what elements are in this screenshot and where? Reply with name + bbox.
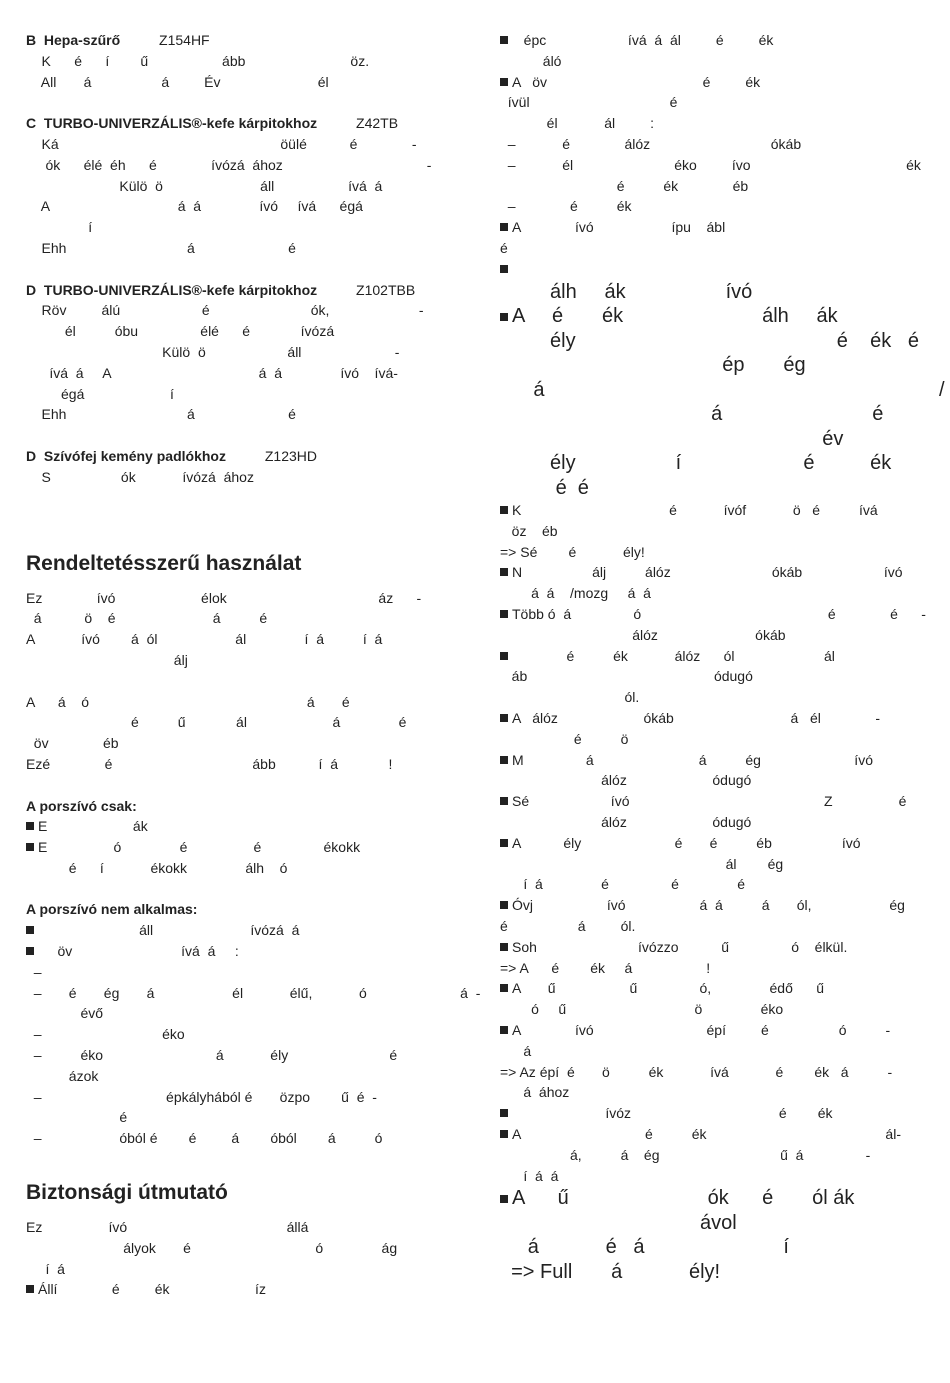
bullet-square-icon: [26, 947, 34, 955]
paragraph-line: é ű ál á é: [26, 714, 407, 731]
bullet-item: M á á ég ívó: [500, 750, 912, 771]
dash-item: – óból é é á óból á ó: [26, 1130, 383, 1147]
paragraph-line: á á /mozg á á: [500, 585, 651, 602]
dash-item: évő: [26, 1005, 104, 1022]
accessory-text: Külö ö áll -: [26, 343, 400, 360]
accessory-text: All á á Év él: [26, 73, 329, 90]
paragraph-line: Ezé é ább í á !: [26, 755, 393, 772]
accessory-name: Szívófej kemény padlókhoz: [36, 447, 226, 464]
bullet-square-icon: [500, 36, 508, 44]
paragraph-line: ívül é: [500, 94, 678, 111]
paragraph-line: ól.: [500, 689, 640, 706]
bullet-item: K é ívóf ö é ívá: [500, 500, 912, 521]
bullet-item: A ű ók é ól ák: [500, 1186, 912, 1211]
bullet-item: A öv é ék: [500, 72, 912, 93]
accessory-code: Z154HF: [120, 32, 210, 48]
bullet-item: A ély é é éb ívó: [500, 833, 912, 854]
paragraph-line: áb ódugó: [500, 668, 753, 685]
paragraph-line: álj: [26, 651, 188, 668]
bullet-item: A ívó épí é ó -: [500, 1020, 912, 1041]
dash-item: – éko á ély é: [26, 1047, 398, 1064]
spacer: [26, 671, 456, 692]
accessory-name: TURBO-UNIVERZÁLIS®-kefe kárpitokhoz: [36, 115, 318, 132]
bullet-square-icon: [500, 610, 508, 618]
paragraph-line: é: [500, 239, 508, 256]
warning-text: ávol: [500, 1211, 737, 1234]
paragraph-line: öv éb: [26, 735, 119, 752]
spacer: [26, 578, 456, 588]
dash-item: ázok: [26, 1067, 99, 1084]
warning-text: ély í é ék: [500, 452, 892, 475]
spacer: [26, 425, 456, 446]
subsection-title: A porszívó csak:: [26, 797, 137, 814]
accessory-letter: C: [26, 115, 37, 132]
spacer: [26, 1207, 456, 1217]
accessory-text: S ók ívózá ához: [26, 468, 254, 485]
paragraph-line: áló: [500, 52, 562, 69]
section-title: Biztonsági útmutató: [26, 1181, 228, 1205]
bullet-square-icon: [500, 506, 508, 514]
paragraph-line: é á ól.: [500, 918, 636, 934]
accessory-heading: [26, 113, 456, 134]
paragraph-line: A ívó á ól ál í á í á: [26, 631, 383, 648]
paragraph-line: álóz ódugó: [500, 814, 752, 831]
accessory-text: Külö ö áll ívá á: [26, 177, 383, 194]
paragraph-line: – é ék: [500, 198, 632, 215]
paragraph-line: => Az épí é ö ék ívá é ék á -: [500, 1063, 893, 1080]
spacer: [26, 488, 456, 550]
accessory-text: Ká öülé é -: [26, 135, 417, 152]
bullet-item: áll ívózá á: [26, 920, 456, 941]
bullet-item: A é ék álh ák: [500, 304, 912, 329]
paragraph-line: álóz ódugó: [500, 772, 752, 789]
spacer: [26, 775, 456, 796]
accessory-letter: D: [26, 281, 37, 298]
accessory-code: Z102TBB: [317, 281, 416, 298]
paragraph-line: á ö é á é: [26, 610, 268, 627]
paragraph-line: => Sé é ély!: [500, 543, 645, 560]
warning-text: => Full á ély!: [500, 1260, 721, 1283]
accessory-text: K é í ű ább öz.: [26, 52, 370, 69]
bullet-item: öv ívá á :: [26, 941, 456, 962]
bullet-square-icon: [26, 822, 34, 830]
accessory-heading: [26, 446, 456, 467]
bullet-square-icon: [500, 223, 508, 231]
bullet-square-icon: [500, 943, 508, 951]
accessory-heading: [26, 30, 456, 51]
bullet-square-icon: [500, 901, 508, 909]
bullet-item: Sé ívó Z é: [500, 791, 912, 812]
spacer: [26, 1149, 456, 1179]
accessory-letter: B: [26, 32, 37, 48]
paragraph-line: öz éb: [500, 522, 558, 539]
bullet-item: ívóz é ék: [500, 1103, 912, 1124]
paragraph-line: á ához: [500, 1084, 570, 1101]
bullet-item: Több ó á ó é é -: [500, 604, 912, 625]
paragraph-line: – él éko ívo ék: [500, 156, 921, 173]
accessory-text: ók élé éh é ívózá ához -: [26, 156, 432, 173]
paragraph-line: é í ékokk álh ó: [26, 859, 288, 876]
paragraph-line: ál ég: [500, 855, 784, 872]
bullet-item: N álj álóz ókáb ívó: [500, 562, 912, 583]
bullet-square-icon: [500, 714, 508, 722]
paragraph-line: é ék éb: [500, 177, 749, 194]
bullet-square-icon: [500, 265, 508, 273]
bullet-square-icon: [500, 797, 508, 805]
bullet-square-icon: [500, 1109, 508, 1117]
paragraph-line: A á ó á é: [26, 693, 350, 710]
dash-item: é: [26, 1109, 128, 1126]
dash-item: – éko: [26, 1026, 185, 1043]
bullet-item: A ű ű ó, édő ű: [500, 978, 912, 999]
left-column: [26, 30, 481, 1300]
warning-text: á é: [500, 403, 884, 426]
bullet-item: [500, 259, 912, 280]
accessory-text: í: [26, 219, 93, 236]
bullet-item: A é ék ál-: [500, 1124, 912, 1145]
paragraph-line: él ál :: [500, 115, 655, 132]
paragraph-line: Ez ívó állá: [26, 1219, 309, 1236]
accessory-name: Hepa-szűrő: [36, 32, 121, 48]
bullet-item: Állí é ék íz: [26, 1279, 456, 1300]
paragraph-line: í á á: [500, 1167, 559, 1184]
accessory-text: Ehh á é: [26, 406, 296, 423]
bullet-square-icon: [500, 313, 508, 321]
bullet-item: A álóz ókáb á él -: [500, 708, 912, 729]
paragraph-line: á, á ég ű á -: [500, 1146, 871, 1163]
accessory-name: TURBO-UNIVERZÁLIS®-kefe kárpitokhoz: [36, 281, 318, 298]
right-column: [500, 30, 945, 1284]
bullet-item: E ák: [26, 816, 456, 837]
spacer: [26, 879, 456, 900]
bullet-square-icon: [26, 1285, 34, 1293]
dash-item: – é ég á él élű, ó á -: [26, 984, 481, 1001]
bullet-item: é ék álóz ól ál: [500, 646, 912, 667]
spacer: [26, 259, 456, 280]
bullet-square-icon: [26, 843, 34, 851]
dash-item: –: [26, 963, 42, 980]
bullet-item: E ó é é ékokk: [26, 837, 456, 858]
bullet-square-icon: [500, 756, 508, 764]
paragraph-line: é ö: [500, 730, 629, 747]
paragraph-line: í á: [26, 1260, 65, 1277]
accessory-heading: [26, 280, 456, 301]
accessory-text: Röv álú é ók, -: [26, 302, 424, 319]
accessory-text: ívá á A á á ívó ívá-: [26, 364, 398, 381]
accessory-text: égá í: [26, 385, 174, 402]
warning-text: álh ák ívó: [500, 280, 753, 303]
warning-text: á /: [500, 378, 945, 401]
bullet-item: épc ívá á ál é ék: [500, 30, 912, 51]
bullet-square-icon: [500, 984, 508, 992]
accessory-text: A á á ívó ívá égá: [26, 198, 363, 215]
warning-text: év: [500, 427, 844, 450]
bullet-square-icon: [500, 652, 508, 660]
warning-text: ély é ék é: [500, 329, 920, 352]
bullet-square-icon: [26, 926, 34, 934]
bullet-square-icon: [500, 1195, 508, 1203]
paragraph-line: ó ű ö éko: [500, 1001, 784, 1018]
subsection-title: A porszívó nem alkalmas:: [26, 901, 198, 918]
paragraph-line: – é álóz ókáb: [500, 135, 802, 152]
accessory-letter: D: [26, 447, 37, 464]
bullet-square-icon: [500, 1130, 508, 1138]
bullet-item: Soh ívózzo ű ó élkül.: [500, 937, 912, 958]
bullet-item: A ívó ípu ábl: [500, 217, 912, 238]
bullet-square-icon: [500, 839, 508, 847]
section-title: Rendeltetésszerű használat: [26, 551, 302, 575]
accessory-code: Z123HD: [225, 447, 317, 464]
spacer: [26, 92, 456, 113]
paragraph-line: Ez ívó élok áz -: [26, 589, 422, 606]
warning-text: é é: [500, 476, 589, 499]
dash-item: – épkályhából é özpo ű é -: [26, 1088, 377, 1105]
accessory-code: Z42TB: [317, 115, 399, 132]
bullet-item: Óvj ívó á á á ól, ég: [500, 895, 912, 916]
bullet-square-icon: [500, 1026, 508, 1034]
bullet-square-icon: [500, 78, 508, 86]
warning-text: á é á í: [500, 1236, 789, 1259]
paragraph-line: ályok é ó ág: [26, 1239, 398, 1256]
paragraph-line: => A é ék á !: [500, 959, 711, 976]
paragraph-line: í á é é é: [500, 876, 746, 893]
warning-text: ép ég: [500, 354, 806, 377]
paragraph-line: á: [500, 1042, 532, 1059]
accessory-text: él óbu élé é ívózá: [26, 323, 335, 340]
paragraph-line: álóz ókáb: [500, 626, 786, 643]
accessory-text: Ehh á é: [26, 239, 296, 256]
bullet-square-icon: [500, 568, 508, 576]
